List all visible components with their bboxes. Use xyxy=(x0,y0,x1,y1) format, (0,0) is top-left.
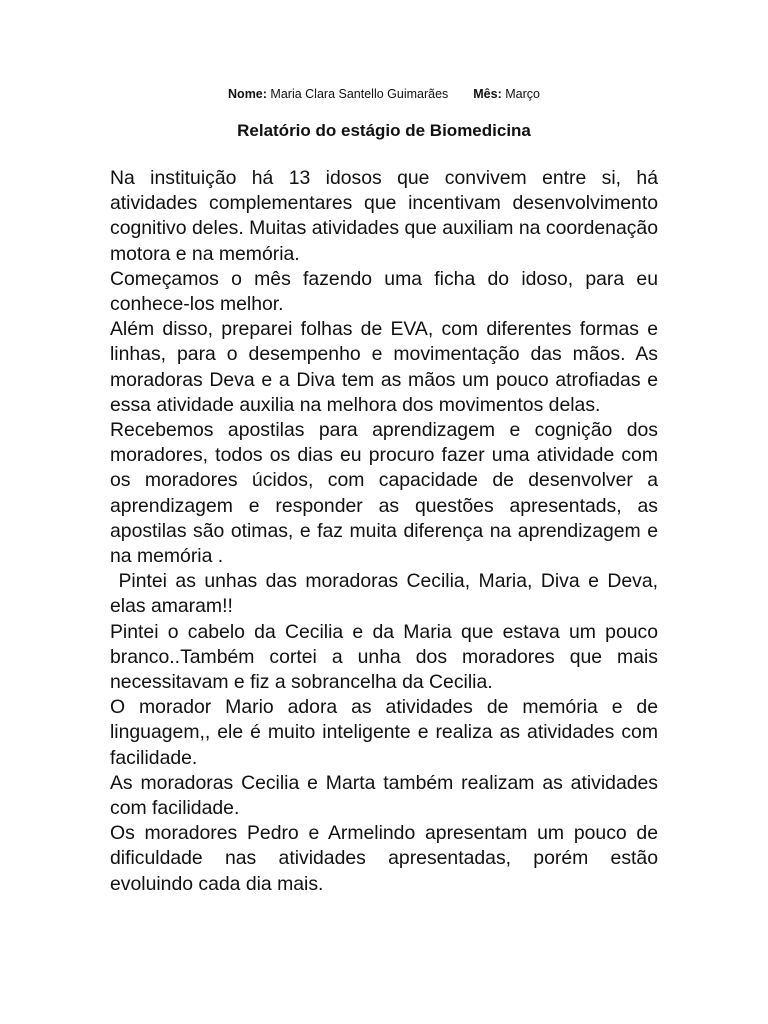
paragraph-6: Pintei o cabelo da Cecilia e da Maria que estava um pouco branco..Também cortei a unha dos moradores que mais necessitavam e fiz a sobrancelha da Cecilia. xyxy=(110,620,658,694)
month-label: Mês: xyxy=(473,87,502,101)
document-title: Relatório do estágio de Biomedicina xyxy=(237,121,531,140)
paragraph-7: O morador Mario adora as atividades de memória e de linguagem,, ele é muito inteligente e realiza as atividades com facilidade. xyxy=(110,696,658,769)
paragraph-9: Os moradores Pedro e Armelindo apresentam um pouco de dificuldade nas atividades apresentadas, porém estão evoluindo cada dia mais. xyxy=(110,822,658,895)
paragraph-1: Na instituição há 13 idosos que convivem entre si, há atividades complementares que incentivam desenvolvimento cognitivo deles. Muitas atividades que auxiliam na coordenação motora e na memória. xyxy=(110,167,658,265)
document-body xyxy=(110,166,664,897)
name-label: Nome: xyxy=(228,87,267,101)
paragraph-8: As moradoras Cecilia e Marta também realizam as atividades com facilidade. xyxy=(110,771,658,820)
name-value: Maria Clara Santello Guimarães xyxy=(270,87,449,101)
month-value: Março xyxy=(505,87,540,101)
paragraph-2: Começamos o mês fazendo uma ficha do idoso, para eu conhece-los melhor. xyxy=(110,267,658,316)
paragraph-5: Pintei as unhas das moradoras Cecilia, Maria, Diva e Deva, elas amaram!! xyxy=(110,570,664,618)
paragraph-4: Recebemos apostilas para aprendizagem e cognição dos moradores, todos os dias eu procuro fazer uma atividade com os moradores úcidos, com capacidade de desenvolver a aprendizagem e responder as questões apresentads, as apostilas são otimas, e faz muita diferença na aprendizagem e na memória . xyxy=(110,419,658,568)
paragraph-3: Além disso, preparei folhas de EVA, com diferentes formas e linhas, para o desempenho e movimentação das mãos. As moradoras Deva e a Diva tem as mãos um pouco atrofiadas e essa atividade auxilia na melhora dos movimentos delas. xyxy=(110,318,658,416)
document-header xyxy=(0,86,768,102)
